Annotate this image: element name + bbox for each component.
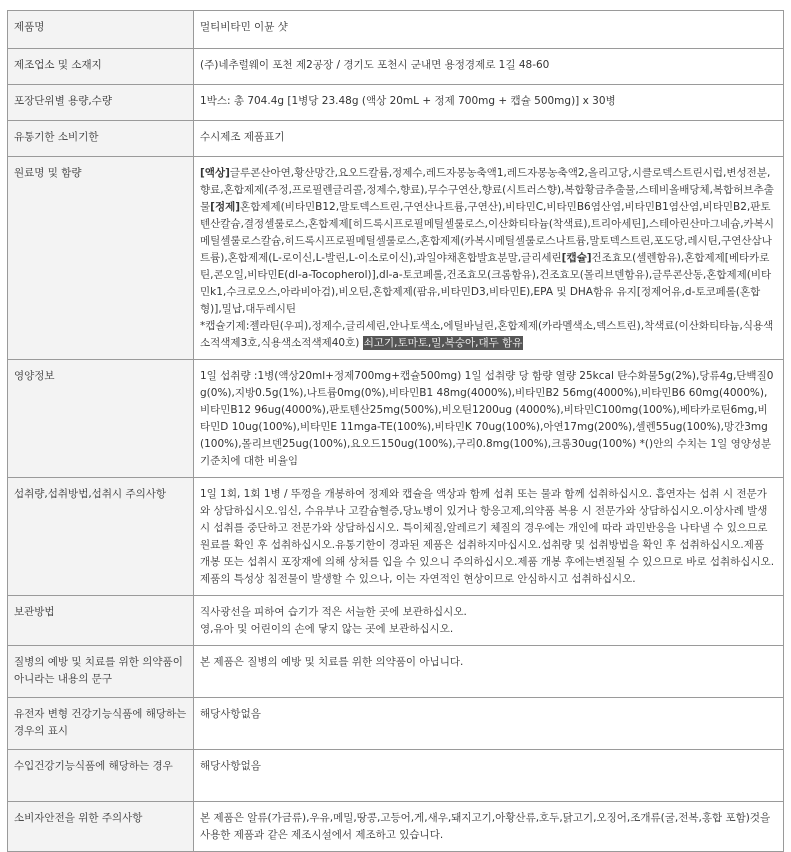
storage-line: 영,유아 및 어린이의 손에 닿지 않는 곳에 보관하십시오.: [200, 623, 454, 635]
table-row: [8, 360, 784, 478]
row-value-package-quantity: 1박스: 총 704.4g [1병당 23.48g (액상 20mL + 정제 700mg + 캡슐 500mg)] x 30병: [194, 85, 784, 121]
row-value-expiry: 수시제조 제품표기: [194, 121, 784, 157]
row-label-intake: 섭취량,섭취방법,섭취시 주의사항: [8, 478, 194, 596]
row-value-ingredients: [194, 157, 784, 360]
row-value-storage: [194, 596, 784, 646]
ingredients-liquid-text: 글루콘산아연,황산망간,요오드칼륨,정제수,레드자몽농축액1,레드자몽농축액2,올리고당,시클로덱스트린시럽,변성전분,향료,혼합제제(주정,프로필렌글리콜,정제수,향료),무수구연산,향료(시트러스향),복합황금추출물,스테비올배당체,복합허브추출물: [200, 167, 774, 213]
capsule-base-text: *캡슐기제:젤라틴(우피),정제수,글리세린,안나토색소,에틸바닐린,혼합제제(카라멜색소,덱스트린),착색료(이산화티타늄,식용색소적색제3호,식용색소적색제40호): [200, 320, 774, 349]
table-row: [8, 478, 784, 596]
tag-liquid: [액상]: [200, 167, 230, 179]
ingredients-tablet-text: 혼합제제(비타민B12,말토덱스트린,구연산나트륨,구연산),비타민C,비타민B6염산염,비타민B1염산염,비타민B2,판토텐산칼슘,결정셀룰로스,혼합제제[히드록시프로필메틸셀룰로스,이산화티타늄(착색료),트리아세틴],스테아린산마그네슘,카복시메틸셀룰로스칼슘,히드록시프로필메틸셀룰로스,혼합제제(카복시메틸셀룰로스나트륨,말토덱스트린,포도당,레시틴,구연산삼나트륨),혼합제제(L-로이신,L-발린,L-이소로이신),과일야채혼합발효분말,글리세린: [200, 201, 774, 264]
table-row: [8, 646, 784, 698]
table-row: [8, 802, 784, 852]
row-label-manufacturer: 제조업소 및 소재지: [8, 49, 194, 85]
table-row: [8, 11, 784, 49]
row-value-gmo: 해당사항없음: [194, 698, 784, 750]
row-label-imported: 수입건강기능식품에 해당하는 경우: [8, 750, 194, 802]
tag-capsule: [캡슐]: [561, 252, 592, 264]
row-label-product-name: 제품명: [8, 11, 194, 49]
table-row: [8, 49, 784, 85]
table-row: [8, 750, 784, 802]
row-value-not-medicine: 본 제품은 질병의 예방 및 치료를 위한 의약품이 아닙니다.: [194, 646, 784, 698]
row-label-not-medicine: 질병의 예방 및 치료를 위한 의약품이 아니라는 내용의 문구: [8, 646, 194, 698]
row-value-consumer-safety: 본 제품은 알류(가금류),우유,메밀,땅콩,고등어,게,새우,돼지고기,아황산류,호두,닭고기,오징어,조개류(굴,전복,홍합 포함)것을 사용한 제품과 같은 제조시설에서 제조하고 있습니다.: [194, 802, 784, 852]
capsule-base-note: [200, 318, 777, 352]
row-label-storage: 보관방법: [8, 596, 194, 646]
table-row: [8, 85, 784, 121]
row-value-nutrition: 1일 섭취량 :1병(액상20ml+정제700mg+캡슐500mg) 1일 섭취량 당 함량 열량 25kcal 탄수화물5g(2%),당류4g,단백질0g(0%),지방0.5g(1%),나트륨0mg(0%),비타민B1 48mg(4000%),비타민B2 56mg(4000%),비타민B6 60mg(4000%),비타민B12 96ug(4000%),판토텐산25mg(500%),비오틴1200ug (4000%),비타민C100mg(100%),베타카로틴6mg,비타민D 10ug(100%),비타민E 11mga-TE(100%),비타민K 70ug(100%),아연17mg(200%),셀렌55ug(100%),망간3mg(100%),몰리브덴25ug(100%),요오드150ug(100%),구리0.8mg(100%),크롬30ug(100%) *()안의 수치는 1일 영양성분 기준치에 대한 비율임: [194, 360, 784, 478]
row-label-nutrition: 영양정보: [8, 360, 194, 478]
table-row: [8, 596, 784, 646]
tag-tablet: [정제]: [210, 201, 241, 213]
product-info-sheet: [7, 10, 783, 852]
row-value-product-name: 멀티비타민 이뮨 샷: [194, 11, 784, 49]
row-value-manufacturer: (주)네추럴웨이 포천 제2공장 / 경기도 포천시 군내면 용정경제로 1길 48-60: [194, 49, 784, 85]
row-label-ingredients: 원료명 및 함량: [8, 157, 194, 360]
row-value-imported: 해당사항없음: [194, 750, 784, 802]
table-row: [8, 157, 784, 360]
storage-line: 직사광선을 피하여 습기가 적은 서늘한 곳에 보관하십시오.: [200, 606, 467, 618]
product-info-table: [7, 10, 784, 852]
allergen-highlight: 쇠고기,토마토,밀,복숭아,대두 함유: [363, 337, 523, 349]
row-label-expiry: 유통기한 소비기한: [8, 121, 194, 157]
row-label-package-quantity: 포장단위별 용량,수량: [8, 85, 194, 121]
row-value-intake: 1일 1회, 1회 1병 / 뚜껑을 개봉하여 정제와 캡슐을 액상과 함께 섭취 또는 물과 함께 섭취하십시오. 흡연자는 섭취 시 전문가와 상담하십시오.임신, 수유부나 고칼슘혈증,당뇨병이 있거나 항응고제,의약품 복용 시 전문가와 상담하십시오.이상사례 발생시 섭취를 중단하고 전문가와 상담하십시오. 특이체질,알레르기 체질의 경우에는 개인에 따라 과민반응을 나타낼 수 있으므로 원료를 확인 후 섭취하십시오.유통기한이 경과된 제품은 섭취하지마십시오.섭취량 및 섭취방법을 확인 후 섭취하십시오.제품 개봉 또는 섭취시 포장재에 의해 상처를 입을 수 있으니 주의하십시오.제품 개봉 후에는변질될 수 있으므로 바로 섭취하십시오.제품의 특성상 침전물이 발생할 수 있으나, 이는 자연적인 현상이므로 안심하시고 섭취하십시오.: [194, 478, 784, 596]
row-label-gmo: 유전자 변형 건강기능식품에 해당하는경우의 표시: [8, 698, 194, 750]
ingredients-capsule-text: 건조효모(셀렌함유),혼합제제[베타카로틴,콘오일,비타민E(dl-a-Tocopherol)],dl-a-토코페롤,건조효모(크롬함유),건조효모(몰리브덴함유),글루콘산동,혼합제제(비타민k1,수크로오스,아라비아검),비오틴,혼합제제(팜유,비타민D3,비타민E),EPA 및 DHA함유 유지[정제어유,d-토코페롤(혼합형)],밀납,대두레시틴: [200, 252, 772, 315]
row-label-consumer-safety: 소비자안전을 위한 주의사항: [8, 802, 194, 852]
table-row: [8, 698, 784, 750]
table-row: [8, 121, 784, 157]
